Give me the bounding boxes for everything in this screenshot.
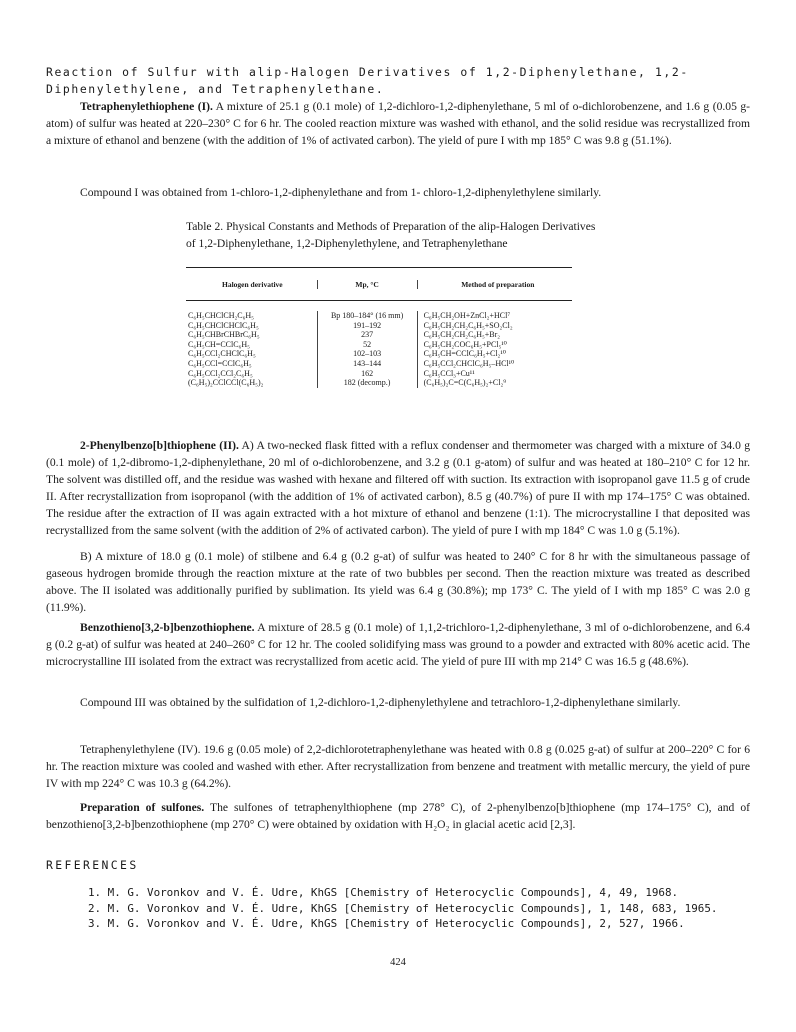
table-cell: 143–144 — [353, 358, 382, 368]
column-halogen-derivative — [186, 311, 317, 388]
paragraph-body: A) A two-necked flask fitted with a reflux condenser and thermometer was charged with a mixture of 34.0 g (0.1 mole) of 1,2-dibromo-1,2-diphenylethane, 20 ml of o-dichlorobenzene, and 3.2 g (0.1 g-atom) of sulfur and was heated at 180–210° C for 12 hr. The solvent was distilled off, and the residue was washed with hexane and filtered off with suction. Its extraction with isopropanol gave 11.5 g of crude II. After recrystallization from isopropanol (with the addition of 1% of activated carbon), 8.5 g (40.7%) of pure II with mp 174–175° C was obtained. The residue after the extraction of II was again extracted with a hot mixture of ethanol and benzene (1:1). The microcrystalline I that deposited was recrystallized from the same solvent (with the addition of 2% of activated carbon). The yield of pure I with mp 184° C was 1.0 g (5.1%). — [46, 439, 750, 537]
table-cell: C₆H₅CHClCH₂C₆H₅ — [188, 311, 254, 320]
table-body — [186, 301, 572, 388]
references-list — [88, 885, 748, 932]
paragraph-sulfones — [46, 799, 750, 833]
table-header — [186, 268, 572, 300]
paragraph-lead: 2-Phenylbenzo[b]thiophene (II). — [80, 439, 239, 452]
table-cell: C₆H₅CHBrCHBrC₆H₅ — [188, 330, 260, 340]
table-cell: 182 (decomp.) — [343, 378, 391, 388]
paragraph-tetraphenylthiophene — [46, 98, 750, 149]
table-cell: Bp 180–184° (16 mm) — [330, 311, 404, 320]
header-mp: Mp, °C — [317, 280, 417, 289]
table-cell: (C₆H₅)₂C=C(C₆H₅)₂+Cl₂⁹ — [423, 378, 507, 388]
reference-item: 2. M. G. Voronkov and V. É. Udre, KhGS [Chemistry of Heterocyclic Compounds], 1, 148, 683, 1965. — [88, 901, 718, 915]
table-cell: C₆H₅CCl=CClC₆H₅ — [188, 358, 252, 368]
references-heading: REFERENCES — [46, 858, 139, 872]
table-cell: 52 — [363, 339, 372, 349]
paragraph-benzothienobenzothiophene — [46, 619, 750, 670]
table-cell: C₆H₅CH=CClC₆H₅+Cl₂¹⁰ — [423, 349, 506, 359]
paragraph-compound-iii: Compound III was obtained by the sulfidation of 1,2-dichloro-1,2-diphenylethylene and tetrachloro-1,2-diphenylethane similarly. — [80, 696, 681, 709]
table-cell: C₆H₅CH₂OH+ZnCl₂+HCl⁷ — [423, 311, 511, 320]
table-cell: C₆H₅CCl₂CCl₂C₆H₅ — [188, 368, 253, 378]
table-cell: C₆H₅CH₂COC₆H₅+PCl₅¹⁰ — [423, 339, 507, 349]
table-cell: C₆H₅CHClCHClC₆H₅ — [188, 320, 259, 330]
table-cell: C₆H₅CH₂CH₂C₆H₅+SO₂Cl₂ — [423, 320, 513, 330]
table-cell: C₆H₅CCl₂CHClC₆H₅–HCl¹⁰ — [423, 358, 515, 368]
paragraph-lead: Benzothieno[3,2-b]benzothiophene. — [80, 621, 255, 634]
table-cell: C₆H₅CCl₂CHClC₆H₅ — [188, 349, 256, 359]
table-cell: (C₆H₅)₂CClCCl(C₆H₅)₂ — [188, 378, 264, 388]
paragraph-body: A mixture of 25.1 g (0.1 mole) of 1,2-dichloro-1,2-diphenylethane, 5 ml of o-dichlorobenzene, and 1.6 g (0.05 g-atom) of sulfur was heated at 220–230° C for 6 hr. The cooled reaction mixture was washed with ethanol, and the solid residue was recrystallized from a mixture of ethanol and benzene (with the addition of 1% of activated carbon). The yield of pure I with mp 185° C was 9.8 g (51.1%). — [46, 100, 750, 147]
paragraph-phenylbenzothiophene — [46, 437, 750, 539]
paragraph-lead: Tetraphenylethiophene (I). — [80, 100, 213, 113]
table-cell: 102–103 — [353, 349, 382, 359]
table-cell: C₆H₅CH₂CH₂C₆H₅+Br₂ — [423, 330, 501, 340]
paragraph-tetraphenylethylene: Tetraphenylethylene (IV). 19.6 g (0.05 mole) of 2,2-dichlorotetraphenylethane was heated with 0.8 g (0.025 g-at) of sulfur at 200–220° C for 6 hr. The reaction mixture was cooled and washed with ether. After recrystallization from benzene and treatment with metallic mercury, the yield of pure IV with mp 224° C was 10.3 g (64.2%). — [46, 743, 750, 790]
table-caption: Table 2. Physical Constants and Methods of Preparation of the alip-Halogen Derivatives of 1,2-Diphenylethane, 1,2-Diphenylethylene, and Tetraphenylethane — [186, 220, 596, 250]
table-cell: 237 — [361, 330, 374, 340]
paragraph-method-b: B) A mixture of 18.0 g (0.1 mole) of stilbene and 6.4 g (0.2 g-at) of sulfur was heated to 240° C for 8 hr with the simultaneous passage of gaseous hydrogen bromide through the reaction mixture at the rate of two bubbles per second. Then the reaction mixture was treated as described above. The II isolated was additionally purified by sublimation. Its yield was 6.4 g (30.8%); mp 173° C. The yield of I with mp 185° C was 2.0 g (11.9%). — [46, 550, 750, 614]
paragraph-body: The sulfones of tetraphenylthiophene (mp 278° C), of 2-phenylbenzo[b]thiophene (mp 174–175° C), and of benzothieno[3,2-b]benzothiophene (mp 270° C) were obtained by oxidation with H₂O₂ in glacial acetic acid [2,3]. — [46, 801, 750, 831]
paragraph-lead: Preparation of sulfones. — [80, 801, 205, 814]
column-method — [417, 311, 572, 388]
header-halogen-derivative: Halogen derivative — [222, 279, 283, 289]
table-cell: C₆H₅CCl₃+Cu¹¹ — [423, 368, 475, 378]
paragraph-body: A mixture of 28.5 g (0.1 mole) of 1,1,2-trichloro-1,2-diphenylethane, 3 ml of o-dichlorobenzene, and 6.4 g (0.2 g-at) of sulfur was heated at 240–260° C for 12 hr. The cooled solidifying mass was ground to a powder and extracted with 80% acetic acid. The microcrystalline III isolated from the extract was recrystallized from acetic acid. The yield of pure III with mp 214° C was 16.5 g (48.6%). — [46, 621, 750, 668]
header-method: Method of preparation — [417, 280, 572, 289]
table-cell: 191–192 — [353, 320, 382, 330]
table-cell: C₆H₅CH=CClC₆H₅ — [188, 339, 250, 349]
data-table — [186, 267, 572, 388]
page-number: 424 — [390, 957, 406, 968]
reference-item: 1. M. G. Voronkov and V. É. Udre, KhGS [Chemistry of Heterocyclic Compounds], 4, 49, 1968. — [88, 886, 679, 899]
column-mp — [317, 311, 417, 388]
table-cell: 162 — [361, 368, 374, 378]
reference-item: 3. M. G. Voronkov and V. É. Udre, KhGS [Chemistry of Heterocyclic Compounds], 2, 527, 1966. — [88, 917, 685, 930]
section-title: Reaction of Sulfur with alip-Halogen Derivatives of 1,2-Diphenylethane, 1,2-Diphenylethylene, and Tetraphenylethane. — [46, 65, 689, 96]
paragraph-compound-i: Compound I was obtained from 1-chloro-1,2-diphenylethane and from 1- chloro-1,2-diphenylethylene similarly. — [80, 186, 602, 199]
